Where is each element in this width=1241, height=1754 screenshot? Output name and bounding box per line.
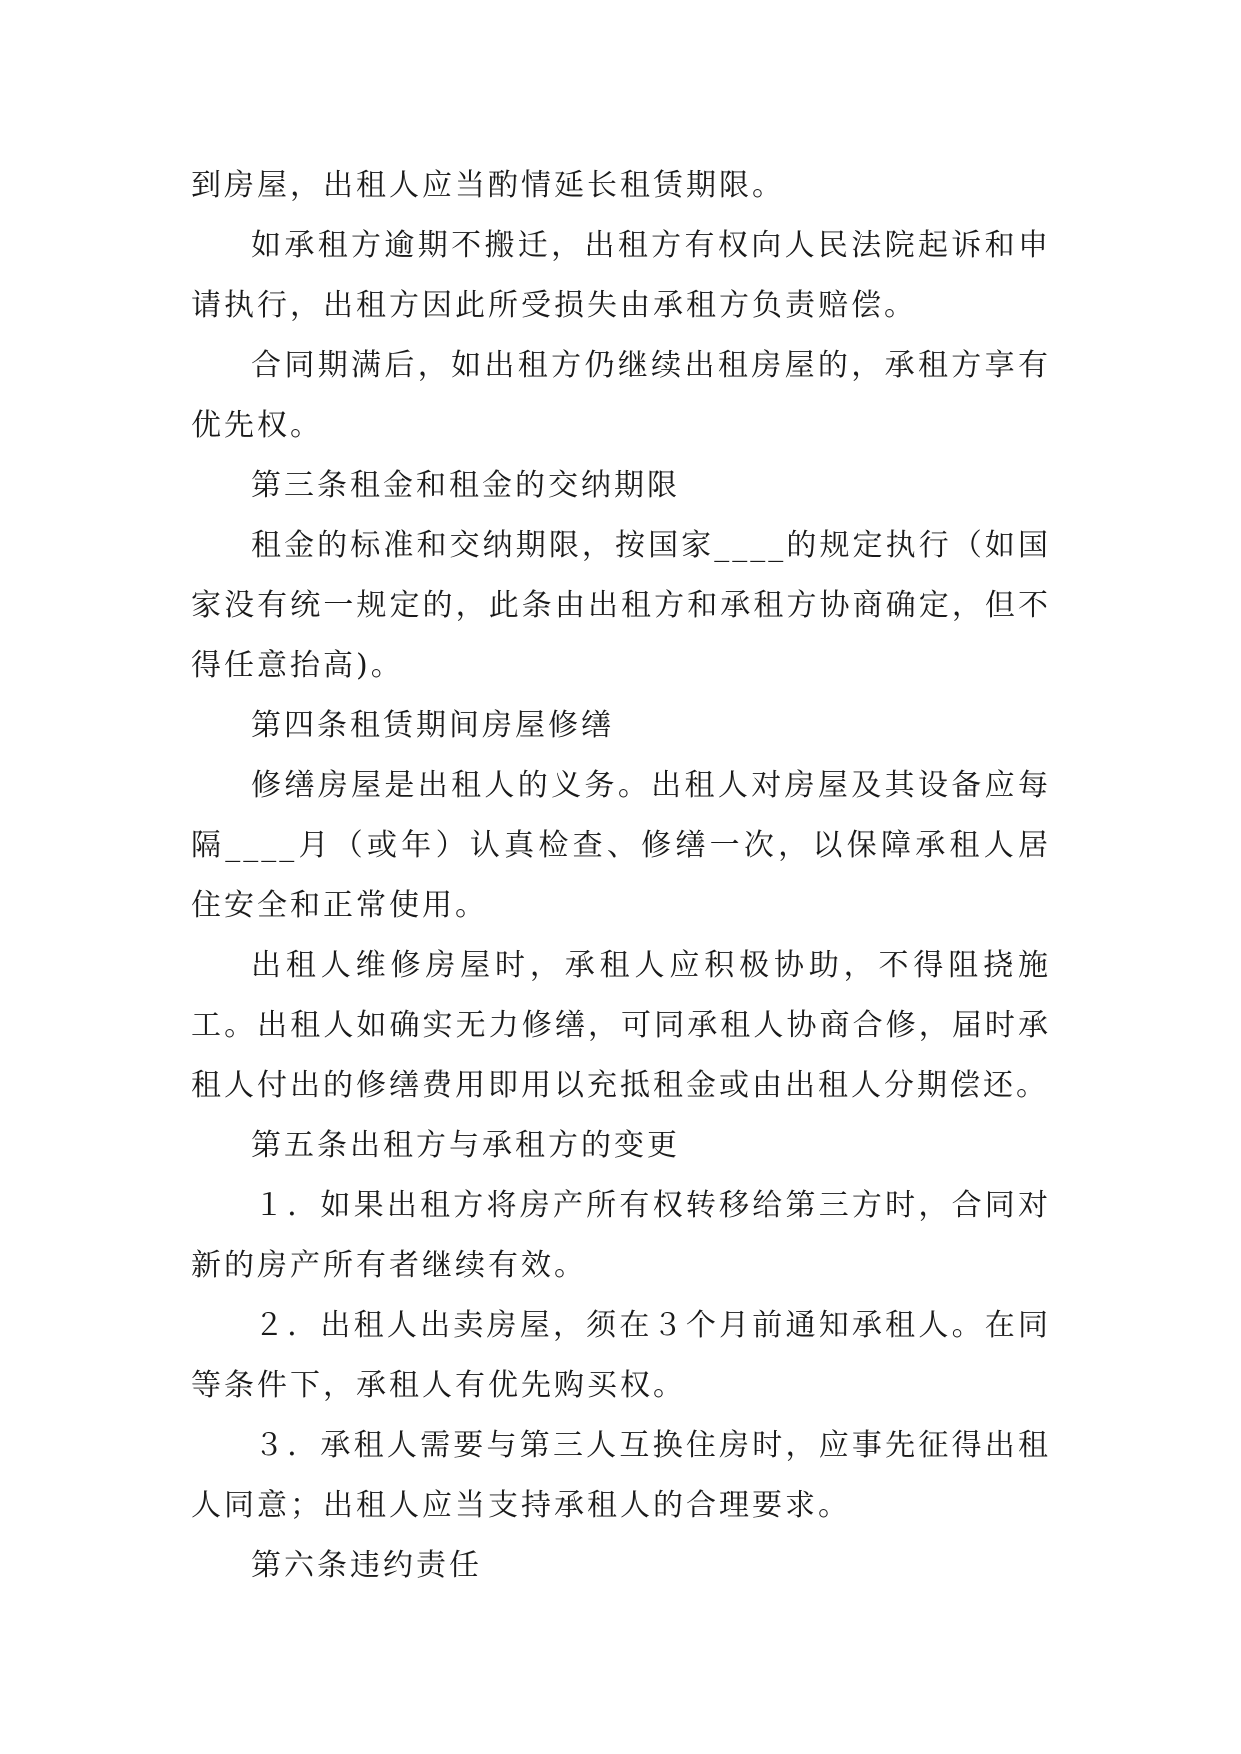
paragraph-continuation: 到房屋，出租人应当酌情延长租赁期限。	[191, 168, 785, 203]
list-item-2: ２．出租人出卖房屋，须在３个月前通知承租人。在同等条件下，承租人有优先购买权。	[191, 1308, 1051, 1403]
list-item-3: ３．承租人需要与第三人互换住房时，应事先征得出租人同意；出租人应当支持承租人的合理要求。	[191, 1428, 1051, 1523]
heading-article-3: 第三条租金和租金的交纳期限	[251, 468, 680, 503]
paragraph-repair-assist: 出租人维修房屋时，承租人应积极协助，不得阻挠施工。出租人如确实无力修缮，可同承租人协商合修，届时承租人付出的修缮费用即用以充抵租金或由出租人分期偿还。	[191, 948, 1051, 1103]
heading-article-5: 第五条出租方与承租方的变更	[251, 1128, 680, 1163]
paragraph-rent-standard: 租金的标准和交纳期限，按国家____的规定执行（如国家没有统一规定的，此条由出租方和承租方协商确定，但不得任意抬高)。	[191, 528, 1051, 683]
paragraph-priority-right: 合同期满后，如出租方仍继续出租房屋的，承租方享有优先权。	[191, 348, 1051, 443]
list-item-1: １．如果出租方将房产所有权转移给第三方时，合同对新的房产所有者继续有效。	[191, 1188, 1051, 1283]
heading-article-6: 第六条违约责任	[251, 1548, 482, 1583]
paragraph-overdue-eviction: 如承租方逾期不搬迁，出租方有权向人民法院起诉和申请执行，出租方因此所受损失由承租方负责赔偿。	[191, 228, 1051, 323]
document-body	[191, 156, 1051, 1596]
heading-article-4: 第四条租赁期间房屋修缮	[251, 708, 614, 743]
paragraph-repair-duty: 修缮房屋是出租人的义务。出租人对房屋及其设备应每隔____月（或年）认真检查、修缮一次，以保障承租人居住安全和正常使用。	[191, 768, 1051, 923]
